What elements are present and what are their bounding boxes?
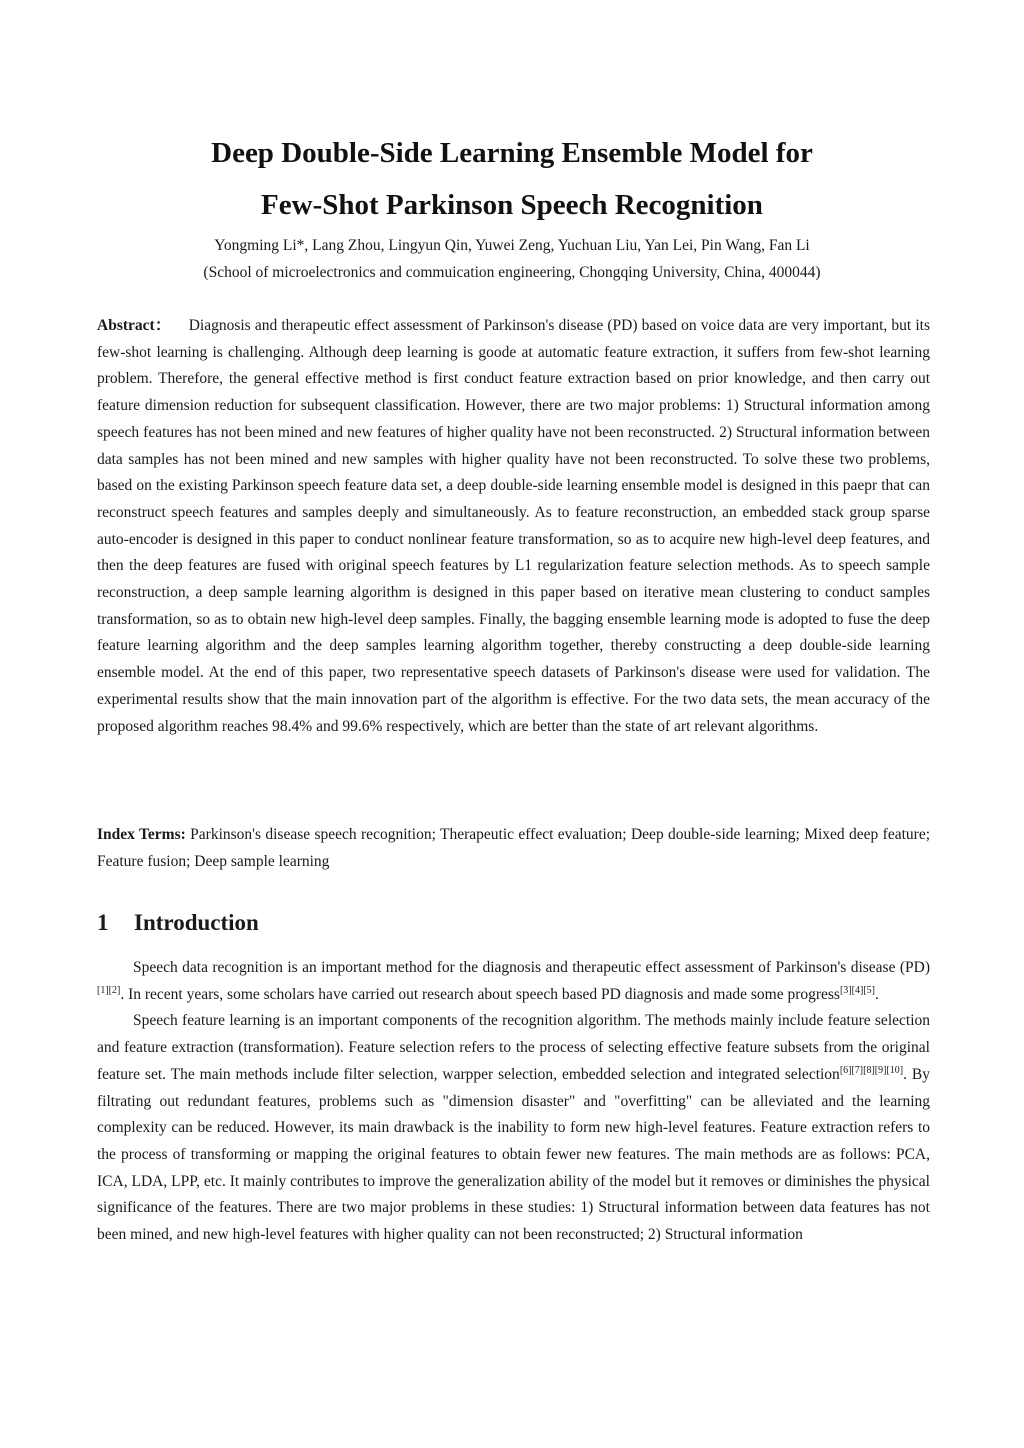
- intro-p1-text-c: .: [874, 985, 879, 1003]
- index-terms-text: Parkinson's disease speech recognition; Therapeutic effect evaluation; Deep double-side learning; Mixed deep feature; Feature fusion; Deep sample learning: [97, 826, 930, 870]
- abstract-section: [97, 313, 930, 740]
- paper-title-line-2: Few-Shot Parkinson Speech Recognition: [261, 189, 763, 221]
- intro-p2-text-b: . By filtrating out redundant features, problems such as "dimension disaster" and "overfitting" can be alleviated and the learning complexity can be reduced. However, its main drawback is the inability to form new high-level features. Feature extraction refers to the process of transforming or mapping the original features to obtain fewer new features. The main methods are as follows: PCA, ICA, LDA, LPP, etc. It mainly contributes to improve the generalization ability of the model but it removes or diminishes the physical significance of the features. There are two major problems in these studies: 1) Structural information between data features has not been mined, and new high-level features with higher quality can not been reconstructed; 2) Structural information: [97, 1065, 930, 1244]
- citation-ref: [1][2]: [97, 984, 121, 996]
- affiliation: (School of microelectronics and commuication engineering, Chongqing University, China, 400044): [203, 264, 821, 281]
- citation-ref: [6][7][8][9][10]: [839, 1064, 904, 1076]
- index-terms-label: Index Terms:: [97, 826, 186, 843]
- section-heading-introduction: [97, 907, 259, 939]
- introduction-body: [97, 955, 930, 1249]
- abstract-text: Diagnosis and therapeutic effect assessment of Parkinson's disease (PD) based on voice data are very important, but its few-shot learning is challenging. Although deep learning is goode at automatic feature extraction, it suffers from few-shot learning problem. Therefore, the general effective method is first conduct feature extraction based on prior knowledge, and then carry out feature dimension reduction for subsequent classification. However, there are two major problems: 1) Structural information among speech features has not been mined and new features of higher quality have not been reconstructed. 2) Structural information between data samples has not been mined and new samples with higher quality have not been reconstructed. To solve these two problems, based on the existing Parkinson speech feature data set, a deep double-side learning ensemble model is designed in this paepr that can reconstruct speech features and samples deeply and simultaneously. As to feature reconstruction, an embedded stack group sparse auto-encoder is designed in this paper to conduct nonlinear feature transformation, so as to acquire new high-level deep features, and then the deep features are fused with original speech features by L1 regularization feature selection methods. As to speech sample reconstruction, a deep sample learning algorithm is designed in this paper based on iterative mean clustering to conduct samples transformation, so as to obtain new high-level deep samples. Finally, the bagging ensemble learning mode is adopted to fuse the deep feature learning algorithm and the deep samples learning algorithm together, thereby constructing a deep double-side learning ensemble model. At the end of this paper, two representative speech datasets of Parkinson's disease were used for validation. The experimental results show that the main innovation part of the algorithm is effective. For the two data sets, the mean accuracy of the proposed algorithm reaches 98.4% and 99.6% respectively, which are better than the state of art relevant algorithms.: [97, 317, 930, 735]
- index-terms-section: [97, 822, 930, 875]
- intro-p1-text-a: Speech data recognition is an important method for the diagnosis and therapeutic effect assessment of Parkinson's disease (PD): [133, 959, 930, 976]
- paper-title-line-1: Deep Double-Side Learning Ensemble Model for: [211, 137, 813, 169]
- intro-paragraph-2: [97, 1008, 930, 1248]
- intro-p1-text-b: . In recent years, some scholars have carried out research about speech based PD diagnosis and made some progress: [120, 985, 840, 1003]
- section-title: Introduction: [134, 910, 259, 935]
- abstract-label: Abstract：: [97, 317, 171, 334]
- intro-paragraph-1: [97, 955, 930, 1008]
- section-number: 1: [97, 910, 109, 935]
- intro-p2-text-a: Speech feature learning is an important components of the recognition algorithm. The methods mainly include feature selection and feature extraction (transformation). Feature selection refers to the process of selecting effective feature subsets from the original feature set. The main methods include filter selection, warpper selection, embedded selection and integrated selection: [97, 1012, 930, 1083]
- citation-ref: [3][4][5]: [839, 984, 875, 996]
- author-list: Yongming Li*, Lang Zhou, Lingyun Qin, Yuwei Zeng, Yuchuan Liu, Yan Lei, Pin Wang, Fan Li: [214, 237, 810, 254]
